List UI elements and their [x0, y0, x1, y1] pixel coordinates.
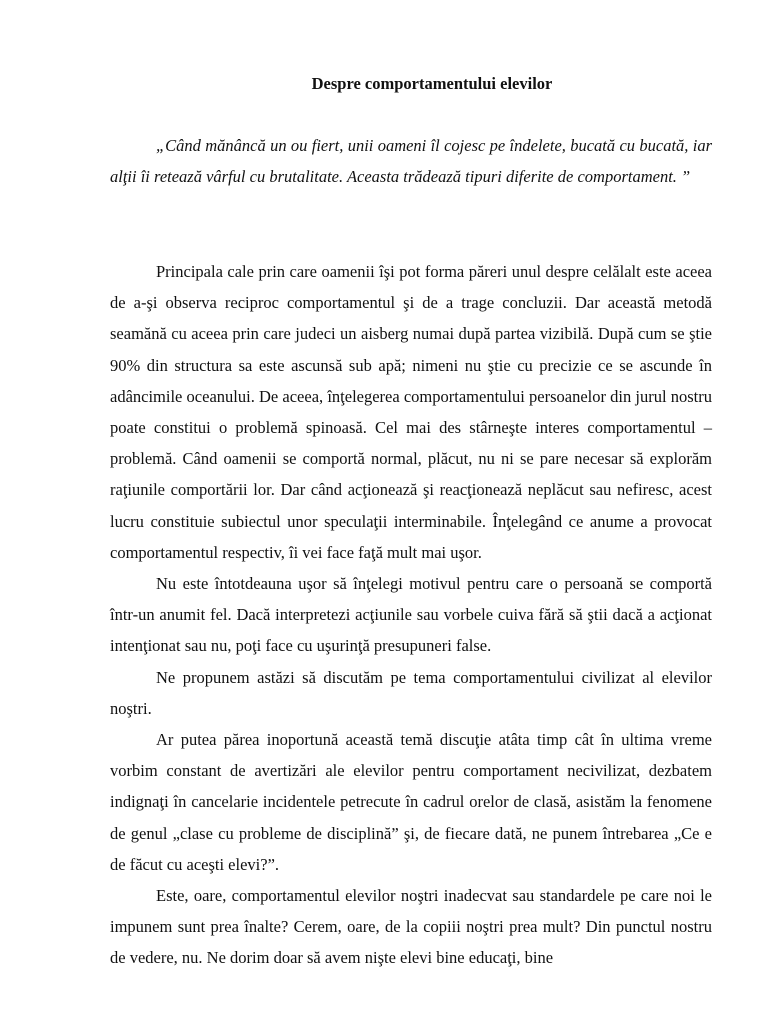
paragraph: Este, oare, comportamentul elevilor noştri inadecvat sau standardele pe care noi le impunem sunt prea înalte? Cerem, oare, de la copiii noştri prea mult? Din punctul nostru de vedere, nu. Ne dorim doar să avem nişte elevi bine educaţi, bine: [110, 886, 712, 968]
document-title: Despre comportamentului elevilor: [311, 74, 553, 93]
opening-quote: „Când mănâncă un ou fiert, unii oameni îl cojesc pe îndelete, bucată cu bucată, iar alţii îi retează vârful cu brutalitate. Aceasta trădează tipuri diferite de comportament. ”: [110, 136, 712, 187]
paragraph: Ne propunem astăzi să discutăm pe tema comportamentului civilizat al elevilor noştri.: [110, 667, 712, 718]
paragraph: Nu este întotdeauna uşor să înţelegi motivul pentru care o persoană se comportă într-un anumit fel. Dacă interpretezi acţiunile sau vorbele cuiva fără să ştii dacă a acţionat intenţionat sau nu, poţi face cu uşurinţă presupuneri false.: [110, 574, 712, 656]
paragraph: Ar putea părea inoportună această temă discuţie atâta timp cât în ultima vreme vorbim constant de avertizări ale elevilor pentru comportament necivilizat, dezbatem indignaţi în cancelarie incidentele petrecute în cadrul orelor de clasă, asistăm la fenomene de genul „clase cu probleme de disciplină” şi, de fiecare dată, ne punem întrebarea „Ce e de făcut cu aceşti elevi?”.: [110, 730, 712, 874]
document-body: [110, 256, 712, 974]
paragraph: Principala cale prin care oamenii îşi pot forma păreri unul despre celălalt este aceea de a-şi observa reciproc comportamentul şi de a trage concluzii. Dar această metodă seamănă cu aceea prin care judeci un aisberg numai după partea vizibilă. După cum se ştie 90% din structura sa este ascunsă sub apă; nimeni nu ştie cu precizie ce se ascunde în adâncimile oceanului. De aceea, înţelegerea comportamentului persoanelor din jurul nostru poate constitui o problemă spinoasă. Cel mai des stârneşte interes comportamentul – problemă. Când oamenii se comportă normal, plăcut, nu ni se pare necesar să explorăm raţiunile comportării lor. Dar când acţionează şi reacţionează neplăcut sau nefiresc, acest lucru constituie subiectul unor speculaţii interminabile. Înţelegând ce anume a provocat comportamentul respectiv, îi vei face faţă mult mai uşor.: [110, 262, 712, 562]
